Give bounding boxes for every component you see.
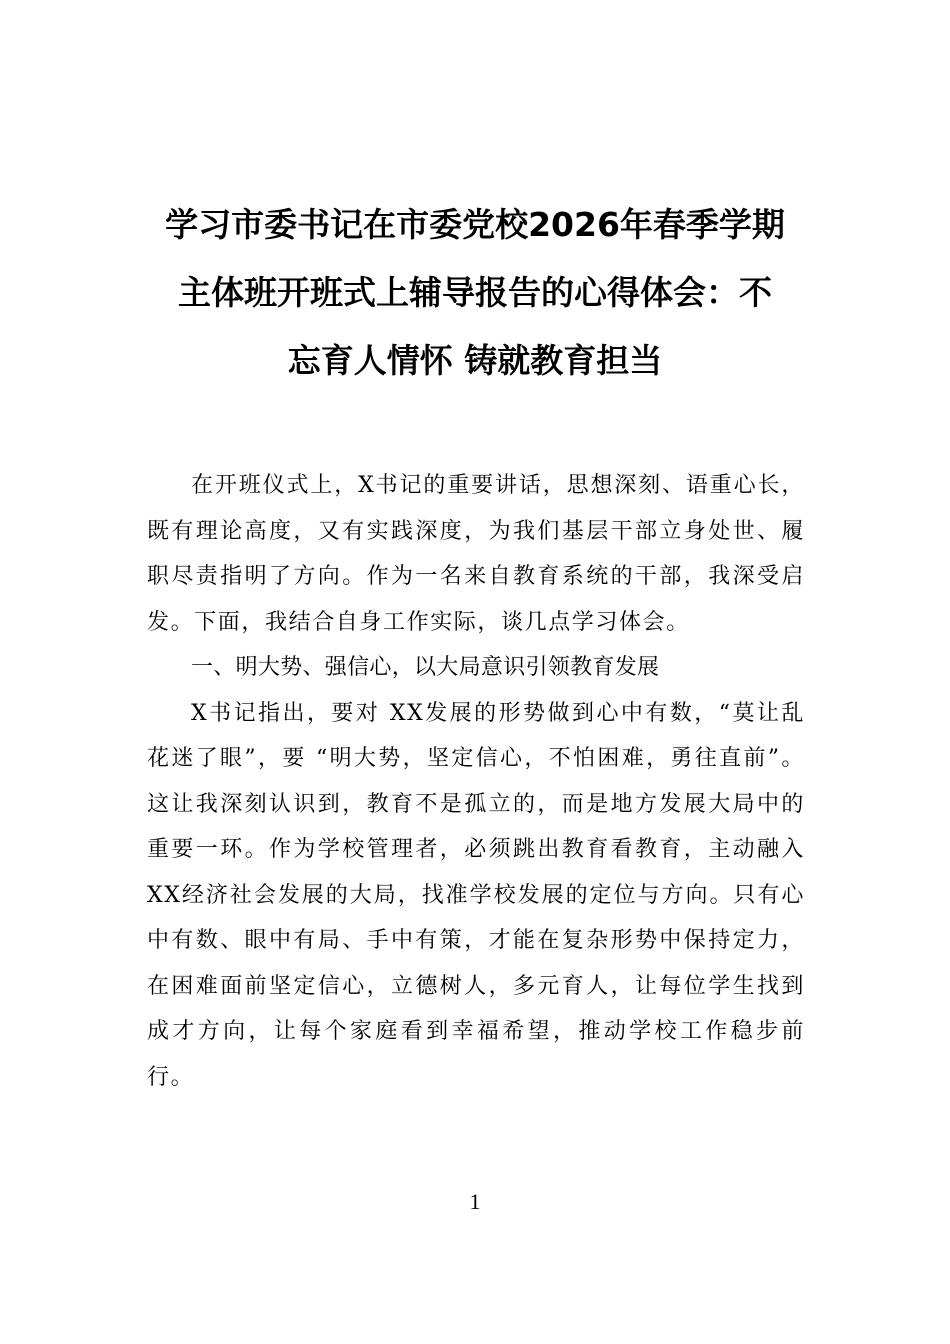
section-1-paragraph: X书记指出，要对 XX发展的形势做到心中有数，“莫让乱花迷了眼”，要 “明大势，坚定信心，不怕困难，勇往直前”。这让我深刻认识到，教育不是孤立的，而是地方发展大局中的重要一环。作为学校管理者，必须跳出教育看教育，主动融入XX经济社会发展的大局，找准学校发展的定位与方向。只有心中有数、眼中有局、手中有策，才能在复杂形势中保持定力，在困难面前坚定信心，立德树人，多元育人，让每位学生找到成才方向，让每个家庭看到幸福希望，推动学校工作稳步前行。 [147,700,805,1090]
section-heading-1: 一、明大势、强信心，以大局意识引领教育发展 [191,655,660,680]
page-number: 1 [469,1189,481,1214]
title-line-3: 忘育人情怀 铸就教育担当 [287,341,663,380]
title-line-1: 学习市委书记在市委党校2026年春季学期 [165,205,785,244]
title-line-2: 主体班开班式上辅导报告的心得体会：不 [178,273,772,312]
document-title [140,191,810,395]
document-body [147,463,805,1100]
intro-paragraph: 在开班仪式上，X书记的重要讲话，思想深刻、语重心长，既有理论高度，又有实践深度，为我们基层干部立身处世、履职尽责指明了方向。作为一名来自教育系统的干部，我深受启发。下面，我结合自身工作实际，谈几点学习体会。 [147,473,805,635]
